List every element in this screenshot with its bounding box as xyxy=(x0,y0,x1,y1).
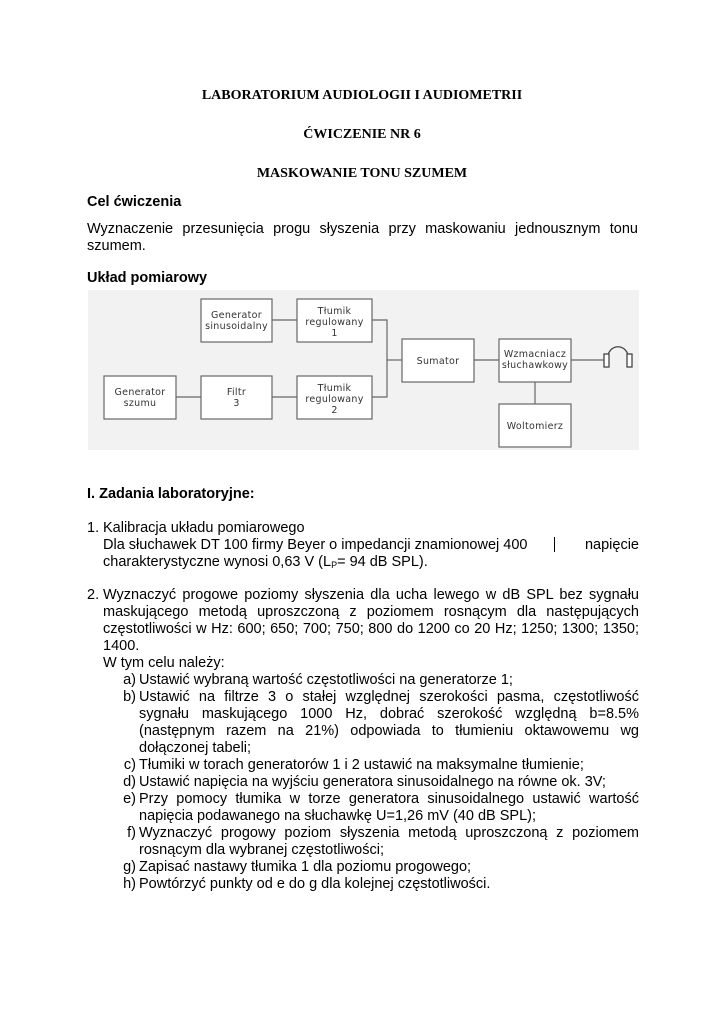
goal-text-line-1: Wyznaczenie przesunięcia progu słyszenia przy maskowaniu jednousznym tonu xyxy=(87,221,638,237)
step-h-label: h) xyxy=(123,876,136,892)
headphones-icon xyxy=(604,347,632,367)
step-g-line-1: Zapisać nastawy tłumika 1 dla poziomu progowego; xyxy=(139,859,472,875)
step-b-line-3: (następnym razem na 21%) odpowiada to tłumieniu oktawowemu wg xyxy=(139,723,639,739)
step-e-label: e) xyxy=(123,791,136,807)
step-b-line-4: dołączonej tabeli; xyxy=(139,740,252,756)
generator-sin-label-1: Generator xyxy=(211,310,262,321)
task-1-line-2 xyxy=(103,537,639,554)
step-a-line-1: Ustawić wybraną wartość częstotliwości na generatorze 1; xyxy=(139,672,513,688)
step-e-line-1: Przy pomocy tłumika w torze generatora sinusoidalnego ustawić wartość xyxy=(139,791,639,807)
task-1-number: 1. xyxy=(87,520,100,536)
attenuator-1-label-2: regulowany xyxy=(305,317,364,328)
step-h-line-1: Powtórzyć punkty od e do g dla kolejnej częstotliwości. xyxy=(139,876,491,892)
exercise-number: ĆWICZENIE NR 6 xyxy=(303,127,421,142)
attenuator-2-label-2: regulowany xyxy=(305,394,364,405)
filter-3-label-1: Filtr xyxy=(226,387,247,398)
setup-heading: Układ pomiarowy xyxy=(87,270,208,286)
task-1-title: Kalibracja układu pomiarowego xyxy=(103,520,305,536)
step-c-label: c) xyxy=(123,757,136,773)
task-1-line-3-a: charakterystyczne wynosi 0,63 V (L xyxy=(103,554,332,570)
generator-noise-label-1: Generator xyxy=(114,387,166,398)
task-1-line-2-text: Dla słuchawek DT 100 firmy Beyer o impedancji znamionowej 400 xyxy=(103,537,528,553)
voltmeter-label: Woltomierz xyxy=(506,421,564,432)
task-2-line-2: maskującego metodą uproszczoną z poziomem rosnącym dla następujących xyxy=(103,604,639,620)
attenuator-2-label-1: Tłumik xyxy=(317,383,352,394)
step-b-line-1: Ustawić na filtrze 3 o stałej względnej szerokości pasma, częstotliwość xyxy=(139,689,639,705)
step-g-label: g) xyxy=(123,859,136,875)
headphone-amp-label-2: słuchawkowy xyxy=(501,360,569,371)
step-f-line-2: rosnącym dla wybranej częstotliwości; xyxy=(139,842,384,858)
step-c-line-1: Tłumiki w torach generatorów 1 i 2 ustawić na maksymalne tłumienie; xyxy=(139,757,584,773)
step-e-line-2: napięcia podawanego na słuchawkę U=1,26 mV (40 dB SPL); xyxy=(139,808,536,824)
filter-3-label-2: 3 xyxy=(233,398,240,409)
attenuator-2-label-3: 2 xyxy=(331,405,338,416)
generator-noise-label-2: szumu xyxy=(123,398,157,409)
task-1-line-2-end: napięcie xyxy=(584,537,639,553)
ohm-symbol xyxy=(548,537,565,554)
step-d-line-1: Ustawić napięcia na wyjściu generatora sinusoidalnego na równe ok. 3V; xyxy=(139,774,606,790)
summator-label: Sumator xyxy=(416,356,460,367)
task-2-line-1: Wyznaczyć progowe poziomy słyszenia dla ucha lewego w dB SPL bez sygnału xyxy=(103,587,639,603)
lab-title: LABORATORIUM AUDIOLOGII I AUDIOMETRII xyxy=(201,88,523,103)
step-a-label: a) xyxy=(123,672,136,688)
step-f-label: f) xyxy=(127,825,136,841)
goal-text-line-2: szumem. xyxy=(87,238,146,254)
attenuator-1-label-1: Tłumik xyxy=(317,306,352,317)
step-b-line-2: sygnału maskującego 1000 Hz, dobrać szerokość względną b=8.5% xyxy=(139,706,639,722)
task-2-number: 2. xyxy=(87,587,100,603)
attenuator-1-label-3: 1 xyxy=(331,328,338,339)
measurement-diagram xyxy=(88,290,639,450)
task-2-intro: W tym celu należy: xyxy=(103,655,225,671)
task-1-line-3 xyxy=(103,554,428,574)
step-f-line-1: Wyznaczyć progowy poziom słyszenia metodą uproszczoną z poziomem xyxy=(139,825,639,841)
step-d-label: d) xyxy=(123,774,136,790)
task-2-line-4: 1400. xyxy=(103,638,140,654)
generator-sin-label-2: sinusoidalny xyxy=(205,321,268,332)
headphone-amp-label-1: Wzmacniacz xyxy=(503,349,567,360)
step-b-label: b) xyxy=(123,689,136,705)
exercise-title: MASKOWANIE TONU SZUMEM xyxy=(256,166,468,181)
tasks-heading: I. Zadania laboratoryjne: xyxy=(87,486,255,502)
goal-heading: Cel ćwiczenia xyxy=(87,194,182,210)
task-2-line-3: częstotliwości w Hz: 600; 650; 700; 750; 800 do 1200 co 20 Hz; 1250; 1300; 1350; xyxy=(103,621,639,637)
task-1-line-3-b: = 94 dB SPL). xyxy=(337,554,428,570)
task-1-line-3-sub: P xyxy=(331,560,338,570)
